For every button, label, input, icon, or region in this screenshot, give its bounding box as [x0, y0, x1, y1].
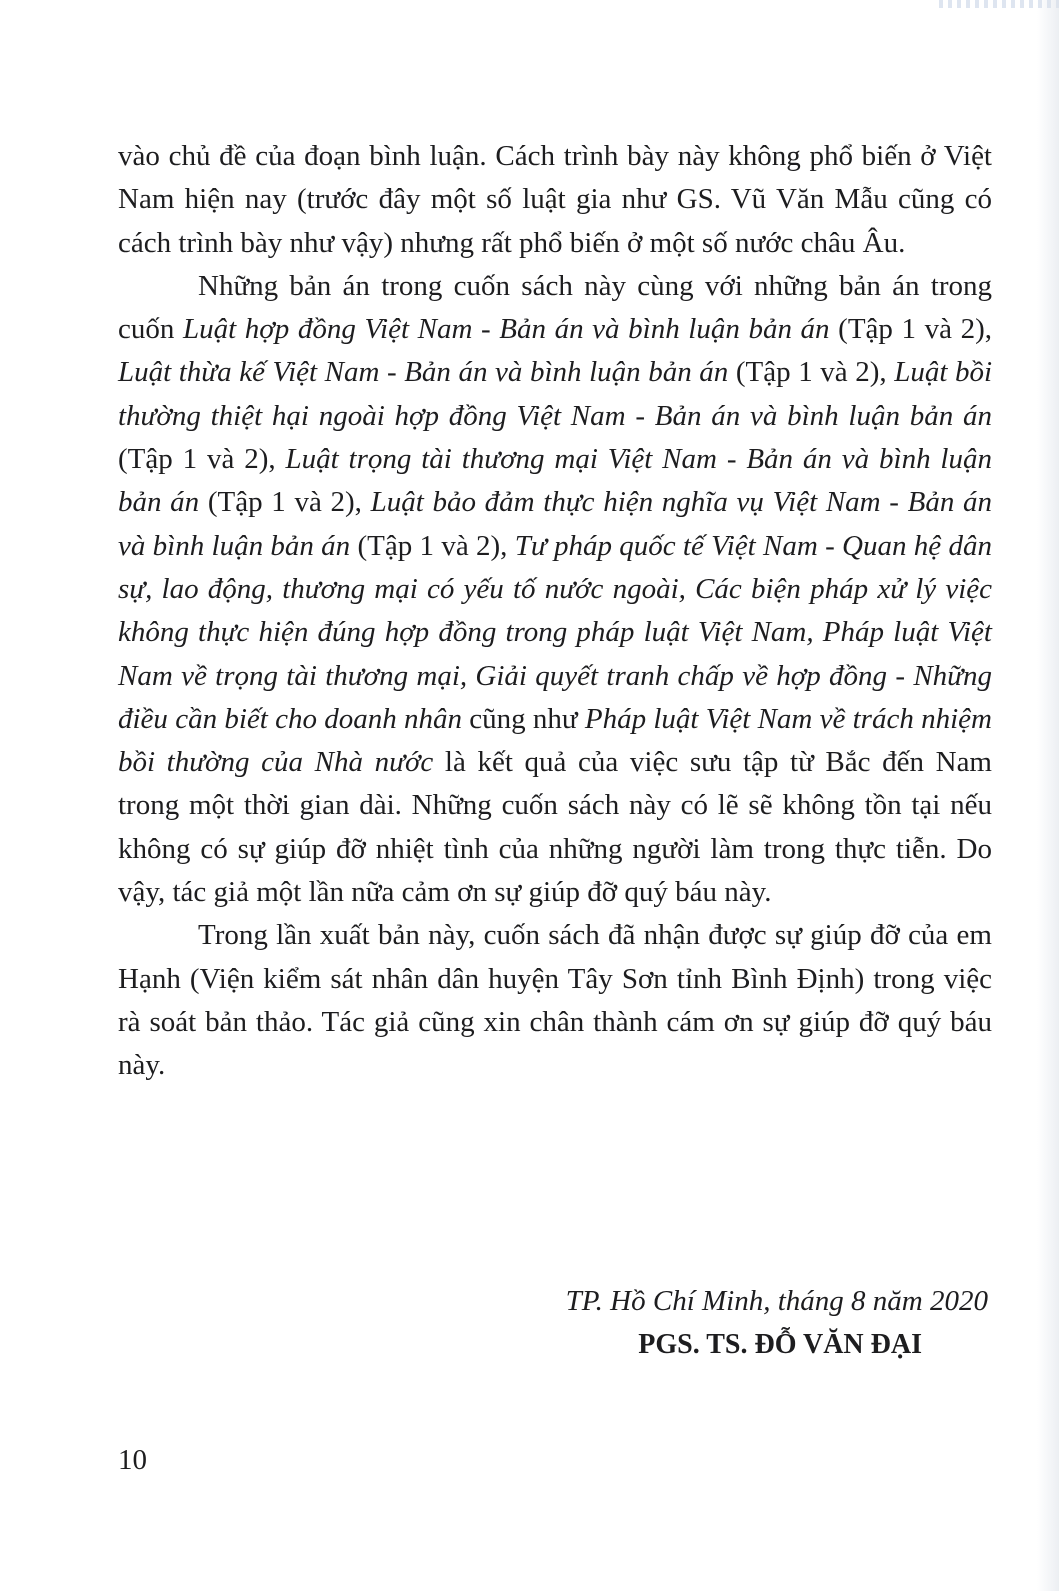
book-title: Luật hợp đồng Việt Nam - Bản án và bình luận bản án	[182, 313, 830, 346]
book-title: Tư pháp quốc tế Việt Nam - Quan hệ dân sự, lao động, thương mại có yếu tố nước ngoài, Các biện pháp xử lý việc không thực hiện đúng hợp đồng trong pháp luật Việt Nam, Pháp luật Việt Nam về trọng tài thương mại, Giải quyết tranh chấp về hợp đồng - Những điều cần biết cho doanh nhân	[118, 529, 992, 735]
text-segment: (Tập 1 và 2),	[350, 529, 515, 562]
book-title: Luật trọng tài thương mại Việt Nam - Bản án và bình luận bản án	[118, 443, 992, 519]
signature-place-date: TP. Hồ Chí Minh, tháng 8 năm 2020	[565, 1285, 988, 1317]
paragraph-3	[118, 914, 992, 1087]
text-segment: vào chủ đề của đoạn bình luận. Cách trình bày này không phổ biến ở Việt Nam hiện nay (trước đây một số luật gia như GS. Vũ Văn Mẫu cũng có cách trình bày như vậy) nhưng rất phổ biến ở một số nước châu Âu.	[118, 140, 992, 259]
binding-edge-shadow	[1037, 0, 1059, 1591]
book-title: Pháp luật Việt Nam về trách nhiệm bồi thường của Nhà nước	[118, 702, 992, 779]
text-segment: là kết quả của việc sưu tập từ Bắc đến Nam trong một thời gian dài. Những cuốn sách này có lẽ sẽ không tồn tại nếu không có sự giúp đỡ nhiệt tình của những người làm trong thực tiễn. Do vậy, tác giả một lần nữa cảm ơn sự giúp đỡ quý báu này.	[118, 746, 992, 909]
book-title: Luật bảo đảm thực hiện nghĩa vụ Việt Nam - Bản án và bình luận bản án	[118, 486, 993, 562]
text-segment: Những bản án trong cuốn sách này cùng với những bản án trong cuốn	[118, 269, 992, 346]
text-segment: (Tập 1 và 2),	[829, 313, 992, 346]
signature-author: PGS. TS. ĐỖ VĂN ĐẠI	[638, 1329, 922, 1360]
signature-block	[118, 1280, 992, 1366]
paragraph-1	[118, 135, 992, 265]
text-segment: (Tập 1 và 2),	[118, 443, 286, 476]
text-segment: cũng như	[462, 702, 585, 735]
text-segment: Trong lần xuất bản này, cuốn sách đã nhận được sự giúp đỡ của em Hạnh (Viện kiểm sát nhân dân huyện Tây Sơn tỉnh Bình Định) trong việc rà soát bản thảo. Tác giả cũng xin chân thành cám ơn sự giúp đỡ quý báu này.	[118, 919, 992, 1082]
text-segment: (Tập 1 và 2),	[728, 356, 895, 389]
body-text	[118, 135, 992, 1088]
paragraph-2	[118, 265, 992, 914]
book-title: Luật bồi thường thiệt hại ngoài hợp đồng Việt Nam - Bản án và bình luận bản án	[118, 356, 992, 432]
text-segment: (Tập 1 và 2),	[199, 486, 371, 519]
page-number: 10	[118, 1444, 147, 1476]
book-title: Luật thừa kế Việt Nam - Bản án và bình luận bản án	[118, 356, 729, 389]
